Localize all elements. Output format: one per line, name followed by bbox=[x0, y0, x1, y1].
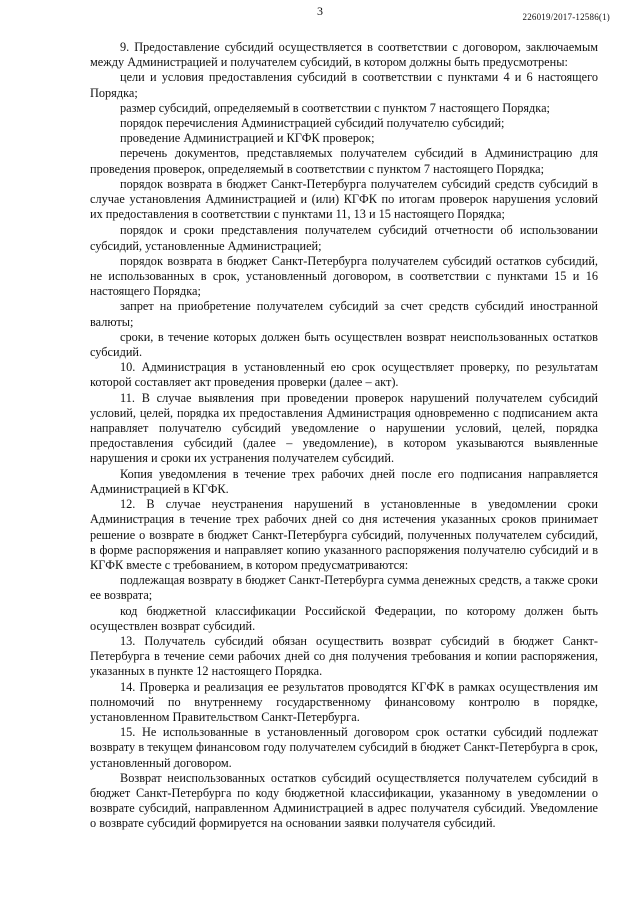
paragraph: 12. В случае неустранения нарушений в установленные в уведомлении сроки Администрация в течение трех рабочих дней со дня истечения указанных сроков принимает решение о возврате в бюджет Санкт-Петербурга субсидий, полученных получателем субсидий, в форме распоряжения и направляет копию указанного распоряжения получателю субсидий и в КГФК вместе с требованием, в котором предусматриваются: bbox=[90, 497, 598, 572]
document-body bbox=[90, 40, 598, 832]
paragraph: 15. Не использованные в установленный договором срок остатки субсидий подлежат возврату в текущем финансовом году получателем субсидий в бюджет Санкт-Петербурга в срок, установленный договором. bbox=[90, 725, 598, 770]
paragraph: 10. Администрация в установленный ею срок осуществляет проверку, по результатам которой составляет акт проведения проверки (далее – акт). bbox=[90, 360, 598, 390]
paragraph: сроки, в течение которых должен быть осуществлен возврат неиспользованных остатков субсидий. bbox=[90, 329, 598, 360]
paragraph: цели и условия предоставления субсидий в соответствии с пунктами 4 и 6 настоящего Порядка; bbox=[90, 70, 598, 100]
paragraph: проведение Администрацией и КГФК проверок; bbox=[120, 131, 375, 146]
paragraph: порядок и сроки представления получателем субсидий отчетности об использовании субсидий, установленные Администрацией; bbox=[90, 223, 598, 253]
paragraph: Копия уведомления в течение трех рабочих дней после его подписания направляется Администрацией в КГФК. bbox=[90, 466, 598, 496]
paragraph: код бюджетной классификации Российской Федерации, по которому должен быть осуществлен возврат субсидий. bbox=[90, 603, 598, 633]
paragraph: порядок возврата в бюджет Санкт-Петербурга получателем субсидий средств субсидий в случае установления Администрацией и (или) КГФК по итогам проверок нарушения условий их предоставления в соответствии с пунктами 11, 13 и 15 настоящего Порядка; bbox=[90, 176, 598, 222]
paragraph: порядок возврата в бюджет Санкт-Петербурга получателем субсидий остатков субсидий, не использованных в срок, установленный договором, в соответствии с пунктами 15 и 16 настоящего Порядка; bbox=[90, 253, 598, 299]
paragraph: 13. Получатель субсидий обязан осуществить возврат субсидий в бюджет Санкт-Петербурга в течение семи рабочих дней со дня получения требования и копии распоряжения, указанных в пункте 12 настоящего Порядка. bbox=[90, 633, 598, 679]
paragraph: запрет на приобретение получателем субсидий за счет средств субсидий иностранной валюты; bbox=[90, 299, 598, 329]
paragraph: подлежащая возврату в бюджет Санкт-Петербурга сумма денежных средств, а также сроки ее возврата; bbox=[90, 573, 598, 603]
paragraph: порядок перечисления Администрацией субсидий получателю субсидий; bbox=[120, 116, 505, 131]
document-id: 226019/2017-12586(1) bbox=[522, 12, 610, 22]
paragraph: перечень документов, представляемых получателем субсидий в Администрацию для проведения проверок, определяемый в соответствии с пунктом 7 настоящего Порядка; bbox=[90, 146, 598, 176]
paragraph: Возврат неиспользованных остатков субсидий осуществляется получателем субсидий в бюджет Санкт-Петербурга по коду бюджетной классификации, указанному в уведомлении о возврате субсидий, направленном Администрацией в адрес получателя субсидий. Уведомление о возврате субсидий формируется на основании заявки получателя субсидий. bbox=[90, 770, 598, 831]
paragraph: размер субсидий, определяемый в соответствии с пунктом 7 настоящего Порядка; bbox=[120, 100, 550, 115]
paragraph: 9. Предоставление субсидий осуществляется в соответствии с договором, заключаемым между Администрацией и получателем субсидий, в котором должны быть предусмотрены: bbox=[90, 40, 598, 70]
page-number: 3 bbox=[317, 4, 323, 18]
paragraph: 11. В случае выявления при проведении проверок нарушений получателем субсидий условий, целей, порядка их предоставления Администрация одновременно с подписанием акта направляет получателю субсидий уведомление о нарушении условий, целей, порядка предоставления субсидий (далее – уведомление), в котором указываются выявленные нарушения и сроки их устранения получателем субсидий. bbox=[90, 390, 598, 466]
paragraph: 14. Проверка и реализация ее результатов проводятся КГФК в рамках осуществления им полномочий по внутреннему государственному финансовому контролю в порядке, установленном Правительством Санкт-Петербурга. bbox=[90, 679, 598, 724]
